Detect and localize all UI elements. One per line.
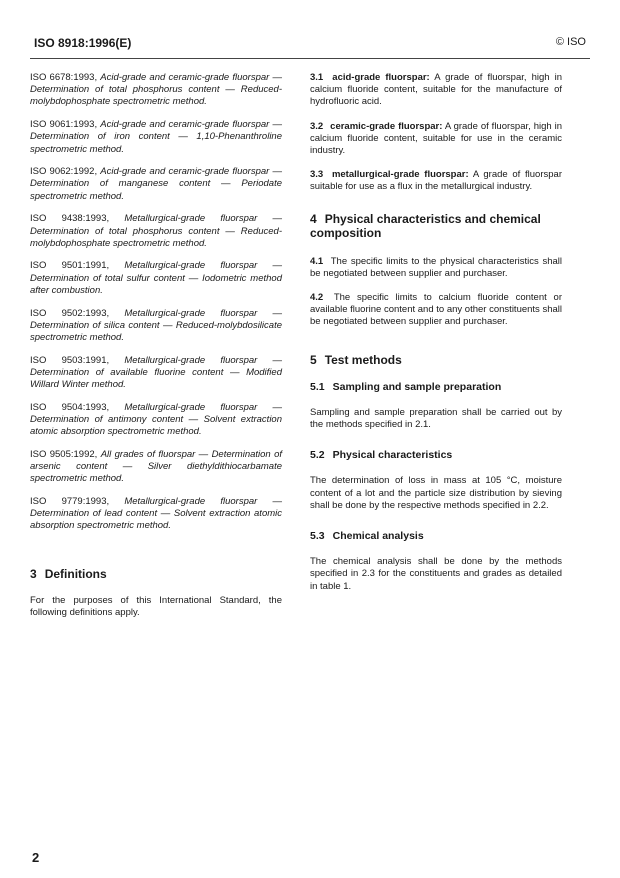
definition-term: metallurgical-grade fluorspar: xyxy=(331,169,469,181)
section-number: 3 xyxy=(30,567,37,582)
reference-entry xyxy=(30,308,282,345)
subsection-5-1-heading xyxy=(310,381,562,393)
reference-entry xyxy=(30,166,282,203)
subsection-title: Sampling and sample preparation xyxy=(332,380,502,393)
header-rule xyxy=(30,58,590,59)
clause-number: 3.2 xyxy=(310,120,324,132)
definition-term: ceramic-grade fluorspar: xyxy=(330,120,443,132)
subsection-title: Chemical analysis xyxy=(332,530,424,543)
section-number: 4 xyxy=(310,211,317,226)
definition-3-2 xyxy=(310,121,562,158)
reference-code: ISO 9504:1993, xyxy=(30,401,110,413)
clause-text: The specific limits to the physical characteristics shall be negotiated between supplier and purchaser. xyxy=(310,255,563,279)
document-id: ISO 8918:1996(E) xyxy=(34,36,132,50)
reference-title: All grades of fluorspar — Determination of arsenic content — Silver diethyldithiocarbamate spectrometric method. xyxy=(30,448,283,485)
right-column xyxy=(310,72,562,605)
section-title: Definitions xyxy=(44,567,107,582)
reference-title: Acid-grade and ceramic-grade fluorspar — Determination of manganese content — Periodate spectrometric method. xyxy=(30,166,282,202)
reference-code: ISO 9501:1991, xyxy=(30,260,110,272)
reference-entry xyxy=(30,496,282,533)
subsection-5-2-text: The determination of loss in mass at 105 °C, moisture content of a lot and the particle size distribution by sieving shall be done by the respective methods specified in 2.2. xyxy=(310,475,562,511)
section-3-heading xyxy=(30,567,282,581)
left-column xyxy=(30,72,282,632)
reference-title: Metallurgical-grade fluorspar — Determination of available fluorine content — Modified Willard Winter method. xyxy=(30,354,283,391)
subsection-5-1-text: Sampling and sample preparation shall be carried out by the methods specified in 2.1. xyxy=(310,406,562,431)
reference-code: ISO 6678:1993, xyxy=(30,72,98,83)
definition-term: acid-grade fluorspar: xyxy=(332,72,430,83)
reference-entry xyxy=(30,402,282,439)
definition-text: A grade of fluorspar, high in calcium fluoride content, suitable for use in the ceramic industry. xyxy=(310,120,562,157)
reference-entry xyxy=(30,449,282,486)
reference-code: ISO 9779:1993, xyxy=(30,495,110,507)
clause-number: 3.3 xyxy=(310,169,324,181)
reference-entry xyxy=(30,213,282,250)
reference-title: Metallurgical-grade fluorspar — Determination of silica content — Reduced-molybdosilicate spectrometric method. xyxy=(30,307,283,343)
clause-number: 4.2 xyxy=(310,292,324,304)
page-number: 2 xyxy=(32,850,40,865)
subsection-5-2-heading xyxy=(310,449,562,461)
section-title: Test methods xyxy=(324,352,402,367)
reference-code: ISO 9503:1991, xyxy=(30,354,110,366)
page-header xyxy=(34,36,586,52)
reference-entry xyxy=(30,355,282,392)
definition-3-1 xyxy=(310,72,562,109)
reference-code: ISO 9062:1992, xyxy=(30,166,98,178)
clause-4-2 xyxy=(310,292,562,329)
reference-title: Metallurgical-grade fluorspar — Determination of lead content — Solvent extraction atomic absorption spectrometric method. xyxy=(30,495,283,532)
reference-code: ISO 9438:1993, xyxy=(30,213,110,225)
clause-4-1 xyxy=(310,256,562,280)
reference-title: Metallurgical-grade fluorspar — Determination of total sulfur content — Iodometric method after combustion. xyxy=(30,260,283,296)
subsection-number: 5.2 xyxy=(310,449,325,462)
definition-3-3 xyxy=(310,169,562,193)
reference-title: Acid-grade and ceramic-grade fluorspar — Determination of iron content — 1,10-Phenanthroline spectrometric method. xyxy=(30,119,282,155)
subsection-5-3-heading xyxy=(310,530,562,542)
section-5-heading xyxy=(310,353,562,367)
subsection-title: Physical characteristics xyxy=(332,449,453,462)
subsection-number: 5.3 xyxy=(310,530,325,543)
section-title: Physical characteristics and chemical composition xyxy=(310,211,541,240)
clause-number: 3.1 xyxy=(310,72,324,83)
reference-entry xyxy=(30,260,282,297)
section-number: 5 xyxy=(310,352,317,367)
clause-number: 4.1 xyxy=(310,255,324,267)
reference-entry xyxy=(30,119,282,156)
copyright-mark: © ISO xyxy=(555,36,586,48)
subsection-number: 5.1 xyxy=(310,380,325,393)
definition-text: A grade of fluorspar, high in calcium fluoride content, suitable for the manufacture of hydrofluoric acid. xyxy=(310,72,562,108)
reference-code: ISO 9505:1992, xyxy=(30,448,98,460)
reference-title: Metallurgical-grade fluorspar — Determination of total phosphorus content — Reduced-molybdophosphate spectrometric method. xyxy=(30,213,283,249)
section-4-heading xyxy=(310,212,562,240)
clause-text: The specific limits to calcium fluoride content or available fluorine content and to any other constituents shall be negotiated between supplier and purchaser. xyxy=(310,292,562,328)
reference-code: ISO 9502:1993, xyxy=(30,307,110,319)
reference-code: ISO 9061:1993, xyxy=(30,119,98,131)
section-3-intro: For the purposes of this International Standard, the following definitions apply. xyxy=(30,595,282,619)
subsection-5-3-text: The chemical analysis shall be done by the methods specified in 2.3 for the constituents and grades as detailed in table 1. xyxy=(310,556,562,592)
definition-text: A grade of fluorspar suitable for use as a flux in the metallurgical industry. xyxy=(310,169,562,193)
reference-entry xyxy=(30,72,282,109)
reference-title: Metallurgical-grade fluorspar — Determination of antimony content — Solvent extraction atomic absorption spectrometric method. xyxy=(30,401,283,438)
reference-title: Acid-grade and ceramic-grade fluorspar — Determination of total phosphorus content — Reduced-molybdophosphate spectrometric method. xyxy=(30,72,282,108)
